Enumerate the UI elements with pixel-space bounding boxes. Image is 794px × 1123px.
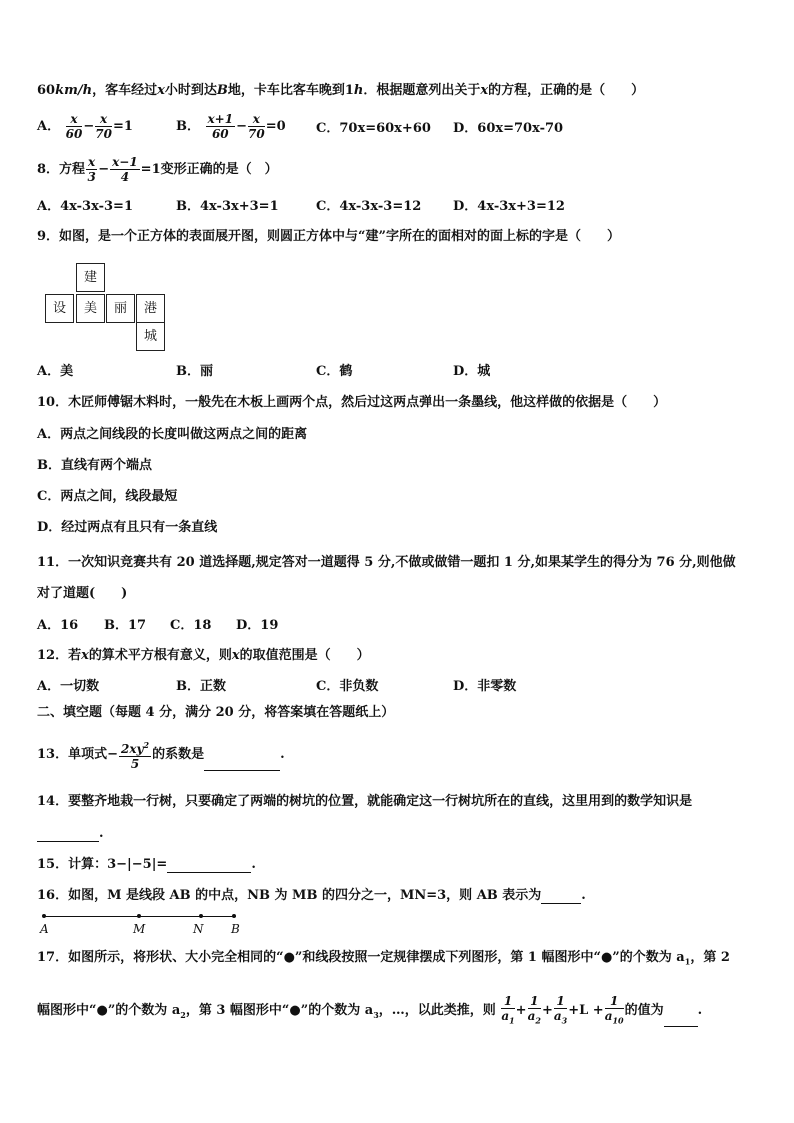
q7-text-e: ．根据题意列出关于 — [363, 83, 481, 98]
numerator: x+1 — [207, 112, 234, 126]
operator: + — [592, 1003, 604, 1019]
q7-unit: km/h — [55, 83, 93, 98]
q10-option-a[interactable]: A．两点之间线段的长度叫做这两点之间的距离 — [37, 427, 308, 442]
q17-end: . — [697, 1003, 703, 1019]
q12-var-x2: x — [231, 648, 240, 663]
q12-text-c: 的取值范围是（ ） — [239, 648, 370, 663]
q14-answer-line — [37, 826, 104, 842]
q8-option-b[interactable]: B．4x-3x+3=1 — [176, 199, 279, 214]
denominator: 60 — [211, 127, 229, 141]
q16-text: 16．如图，M 是线段 AB 的中点，NB 为 MB 的四分之一，MN=3，则 AB 表示为 — [37, 888, 542, 903]
q8-text-a: 8．方程 — [37, 162, 86, 177]
q13-end: . — [280, 747, 285, 762]
subscript: 2 — [180, 1009, 186, 1020]
q11-stem-line1: 11．一次知识竞赛共有 20 道选择题,规定答对一道题得 5 分,不做或做错一题扣 1 分,如果某学生的得分为 76 分,则他做 — [37, 555, 736, 570]
numerator: x — [66, 112, 83, 127]
point-n-dot — [199, 914, 203, 918]
q15-text: 15．计算：3−|−5|= — [37, 857, 168, 872]
q10-option-c[interactable]: C．两点之间，线段最短 — [37, 489, 178, 504]
q7-stem — [37, 83, 644, 99]
fraction — [554, 994, 567, 1027]
q9-option-c[interactable]: C．鹤 — [316, 364, 353, 379]
q14-stem: 14．要整齐地栽一行树，只要确定了两端的树坑的位置，就能确定这一行树坑所在的直线，这里用到的数学知识是 — [37, 794, 693, 809]
operator: + — [568, 1003, 580, 1019]
q7-option-d[interactable]: D．60x=70x-70 — [453, 121, 564, 136]
q17-text-e: ，…，以此类推，则 — [378, 1003, 496, 1019]
q12-text-b: 的算术平方根有意义，则 — [88, 648, 232, 663]
denominator: 5 — [130, 757, 140, 771]
net-cell-li: 丽 — [106, 294, 135, 323]
numerator: x — [88, 155, 96, 169]
subscript: 3 — [373, 1009, 379, 1020]
numerator — [119, 738, 151, 757]
q17-text-a: 17．如图所示，将形状、大小完全相同的“●”和线段按照一定规律摆成下列图形，第 1 幅图形中“●”的个数为 a — [37, 950, 685, 965]
q15-answer-blank[interactable] — [167, 858, 251, 873]
subscript: 10 — [612, 1015, 624, 1026]
point-m-dot — [137, 914, 141, 918]
fraction — [501, 994, 514, 1027]
q12-option-c[interactable]: C．非负数 — [316, 679, 379, 694]
q10-option-d[interactable]: D．经过两点有且只有一条直线 — [37, 520, 218, 535]
net-cell-cheng: 城 — [136, 322, 165, 351]
point-m-label: M — [133, 922, 146, 936]
q7-unit-h: h — [353, 83, 364, 98]
fraction — [110, 155, 140, 184]
net-cell-jian: 建 — [76, 263, 105, 292]
denominator-var: a — [604, 1009, 613, 1023]
q7-text-c: 小时到达 — [164, 83, 217, 98]
fraction — [119, 738, 151, 771]
subscript: 3 — [561, 1015, 568, 1026]
q14-answer-blank[interactable] — [37, 827, 99, 842]
q11-stem-line2: 对了道题( ) — [37, 586, 128, 601]
operator: − — [83, 119, 95, 134]
q9-option-a[interactable]: A．美 — [37, 364, 74, 379]
q13-sign: − — [107, 747, 118, 762]
q7-var-x2: x — [480, 83, 489, 98]
q13-exponent: 2 — [143, 740, 150, 750]
q7-text-b: ，客车经过 — [92, 83, 158, 98]
numerator: x−1 — [112, 155, 138, 169]
q12-option-a[interactable]: A．一切数 — [37, 679, 100, 694]
q11-option-a[interactable]: A．16 — [37, 618, 79, 633]
q17-text-f: 的值为 — [624, 1003, 664, 1019]
denominator: 70 — [248, 127, 265, 141]
subscript: 1 — [509, 1015, 515, 1026]
denominator-var: a — [553, 1009, 562, 1023]
fraction — [605, 994, 624, 1027]
q16-answer-blank[interactable] — [541, 889, 581, 904]
q13-numerator-text: 2xy — [121, 742, 144, 756]
q12-stem — [37, 648, 370, 664]
q7-speed: 60 — [37, 83, 56, 98]
q13-text-a: 13．单项式 — [37, 747, 108, 762]
numerator: 1 — [501, 994, 514, 1009]
q7-text-f: 的方程，正确的是（ ） — [488, 83, 645, 98]
numerator: x — [95, 112, 112, 127]
operator: − — [236, 119, 247, 134]
q7-option-b[interactable] — [176, 112, 286, 141]
q9-stem: 9．如图，是一个正方体的表面展开图，则圆正方体中与“建”字所在的面相对的面上标的字是（ ） — [37, 229, 621, 244]
q17-text-d: ，第 3 幅图形中“●”的个数为 a — [185, 1003, 374, 1019]
q12-option-d[interactable]: D．非零数 — [453, 679, 517, 694]
rhs: =1 — [112, 119, 133, 134]
operator: − — [98, 162, 110, 177]
fraction — [528, 994, 541, 1027]
q7-text-d: 地，卡车比客车晚到1 — [227, 83, 354, 98]
q7-option-a[interactable] — [37, 112, 133, 141]
q16-end: . — [581, 888, 586, 903]
point-b-dot — [232, 914, 236, 918]
q13-stem — [37, 738, 285, 771]
ellipsis-glyph: L — [579, 1003, 589, 1019]
q9-option-d[interactable]: D．城 — [453, 364, 491, 379]
fraction — [248, 112, 265, 141]
q13-text-b: 的系数是 — [152, 747, 205, 762]
q10-stem: 10．木匠师傅锯木料时，一般先在木板上画两个点，然后过这两点弹出一条墨线，他这样做的依据是（ ） — [37, 395, 667, 410]
q8-option-d[interactable]: D．4x-3x+3=12 — [453, 199, 565, 214]
q8-text-b: 变形正确的是（ ） — [160, 162, 278, 177]
operator: + — [541, 1003, 553, 1019]
q10-option-b[interactable]: B．直线有两个端点 — [37, 458, 152, 473]
numerator: 1 — [528, 994, 541, 1009]
denominator-var: a — [527, 1009, 536, 1023]
numerator: 1 — [554, 994, 567, 1009]
q11-option-c[interactable]: C．18 — [170, 618, 212, 633]
q15-stem — [37, 857, 256, 873]
q7-place-b: B — [216, 83, 228, 98]
q8-option-a[interactable]: A．4x-3x-3=1 — [37, 199, 133, 214]
q17-stem-line1 — [37, 950, 730, 970]
section-heading-fill-in: 二、填空题（每题 4 分，满分 20 分，将答案填在答题纸上） — [37, 705, 395, 720]
q14-end: . — [99, 826, 104, 841]
fraction — [86, 155, 97, 184]
q13-answer-blank[interactable] — [204, 756, 280, 771]
subscript: 1 — [684, 956, 691, 967]
fraction — [206, 112, 236, 141]
rhs: =1 — [140, 162, 161, 177]
net-cell-mei: 美 — [76, 294, 105, 323]
q7-var-x: x — [157, 83, 165, 98]
numerator: x — [248, 112, 265, 127]
denominator-var: a — [501, 1009, 510, 1023]
operator: + — [515, 1003, 527, 1019]
denominator — [554, 1009, 567, 1027]
net-cell-gang: 港 — [136, 294, 165, 323]
q12-option-b[interactable]: B．正数 — [176, 679, 226, 694]
point-a-dot — [42, 914, 46, 918]
denominator — [501, 1009, 514, 1027]
denominator: 60 — [65, 127, 83, 141]
q16-stem — [37, 888, 586, 904]
denominator — [528, 1009, 541, 1027]
fraction — [95, 112, 112, 141]
rhs: =0 — [265, 119, 286, 134]
q8-stem — [37, 155, 278, 184]
q11-option-b[interactable]: B．17 — [104, 618, 147, 633]
numerator: 1 — [605, 994, 624, 1009]
denominator: 4 — [120, 170, 130, 184]
fraction — [66, 112, 83, 141]
subscript: 2 — [535, 1015, 541, 1026]
q7-option-c[interactable]: C．70x=60x+60 — [316, 121, 431, 136]
point-n-label: N — [193, 922, 204, 936]
point-b-label: B — [231, 922, 240, 936]
q9-option-b[interactable]: B．丽 — [176, 364, 213, 379]
denominator — [605, 1009, 624, 1027]
point-a-label: A — [40, 922, 49, 936]
q8-option-c[interactable]: C．4x-3x-3=12 — [316, 199, 422, 214]
q11-option-d[interactable]: D．19 — [236, 618, 279, 633]
denominator: 3 — [87, 170, 96, 184]
q15-end: . — [251, 857, 256, 872]
q7-option-b-label: B． — [176, 119, 200, 134]
net-cell-she: 设 — [45, 294, 74, 323]
q7-option-a-label: A． — [37, 119, 61, 134]
q12-text-a: 12．若 — [37, 648, 82, 663]
q17-stem-line2 — [37, 994, 702, 1027]
q17-text-c: 幅图形中“●”的个数为 a — [37, 1003, 181, 1019]
denominator: 70 — [95, 127, 112, 141]
q17-answer-blank[interactable] — [664, 1012, 698, 1027]
q17-text-b: ，第 2 — [690, 950, 730, 965]
q12-var-x: x — [81, 648, 89, 663]
